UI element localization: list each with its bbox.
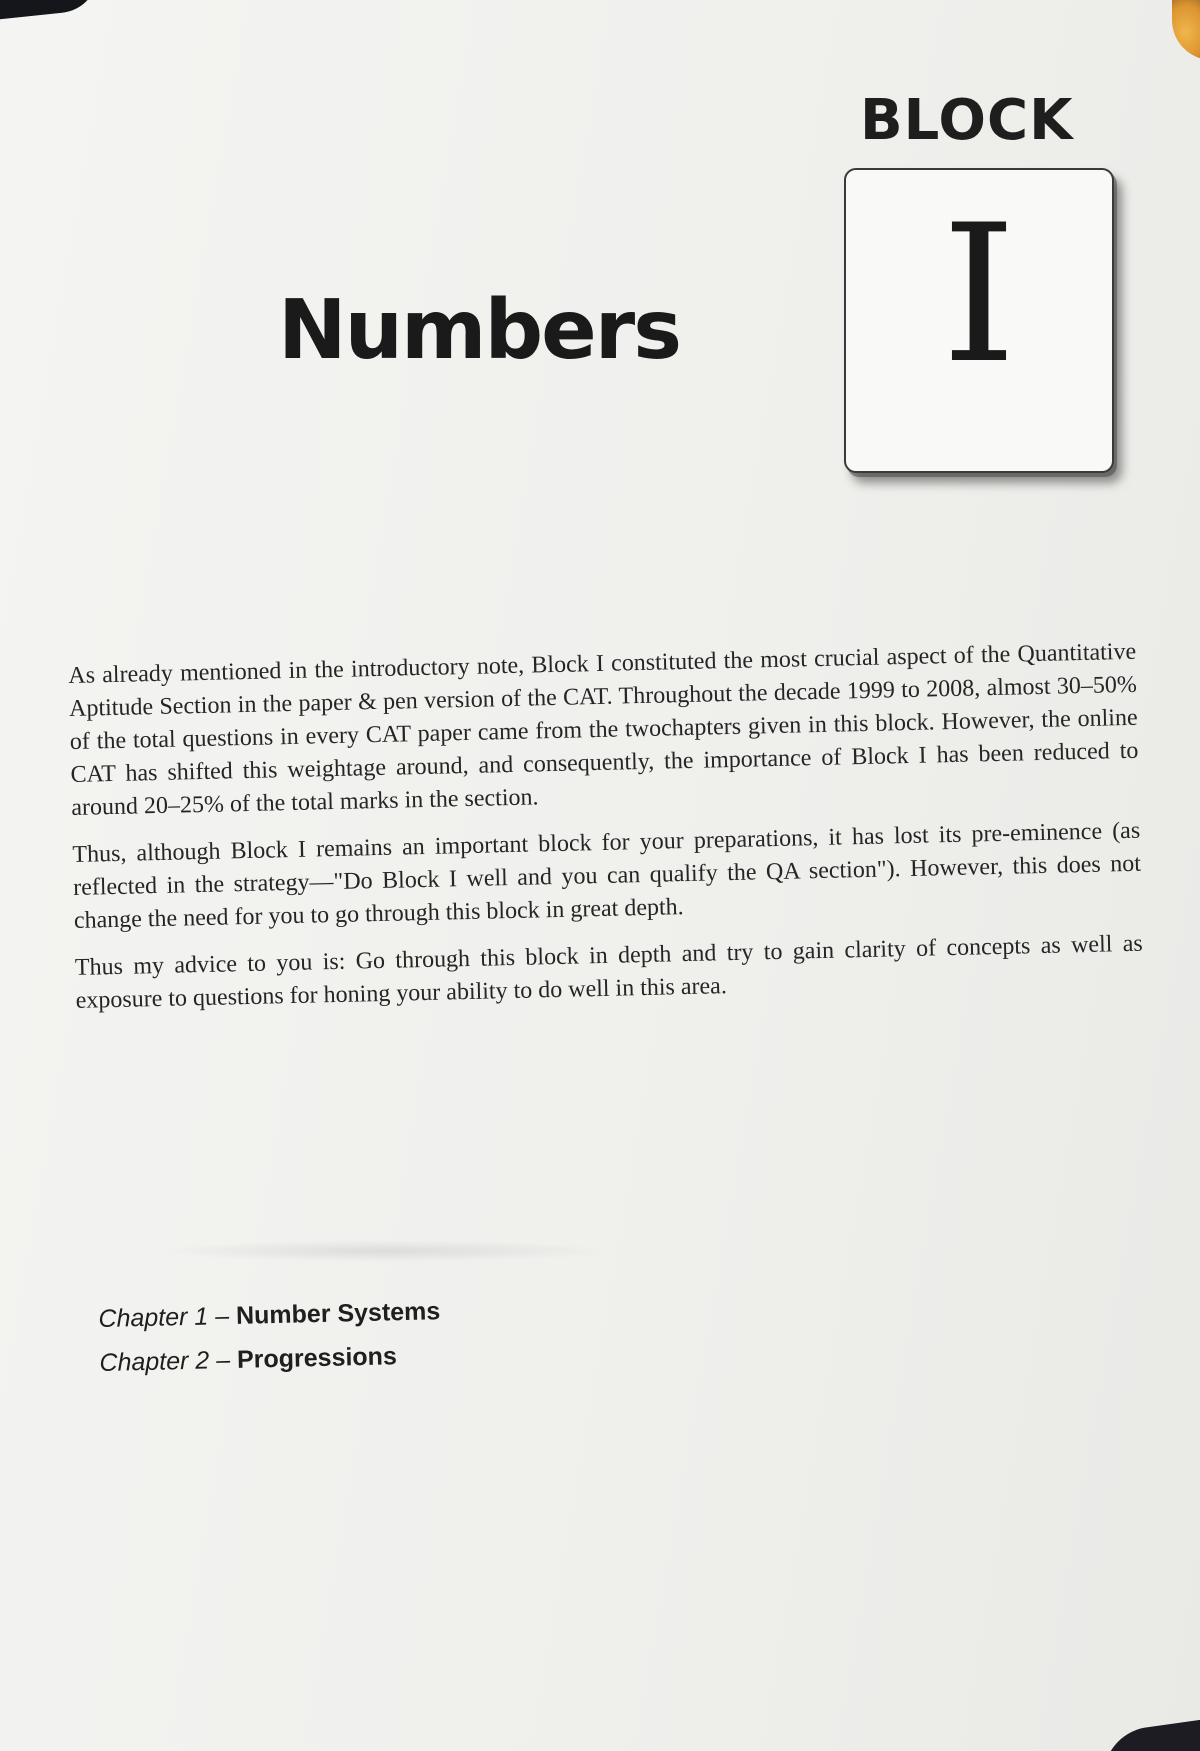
block-label: BLOCK	[860, 88, 1074, 153]
scan-edge-shadow-bottom	[1097, 1716, 1200, 1751]
intro-paragraph-1: As already mentioned in the introductory note, Block I constituted the most crucial aspect of the Quantitative Aptitude Section in the paper & pen version of the CAT. Throughout the decade 1999 to 2008, almost 30–50% of the total questions in every CAT paper came from the twochapters given in this block. However, the online CAT has shifted this weightage around, and consequently, the importance of Block I has been reduced to around 20–25% of the total marks in the section.	[68, 638, 1139, 821]
chapter-title: Progressions	[236, 1342, 398, 1374]
chapter-prefix: Chapter 1 –	[98, 1301, 237, 1333]
chapter-title: Number Systems	[235, 1297, 441, 1330]
block-number-box	[844, 168, 1114, 473]
scan-edge-shadow	[0, 0, 102, 23]
block-number: I	[941, 184, 1017, 405]
chapter-item-2	[99, 1333, 442, 1385]
intro-paragraph-2: Thus, although Block I remains an important block for your preparations, it has lost its pre-eminence (as reflected in the strategy—"Do Block I well and you can qualify the QA section"). However, this does not change the need for you to go through this block in great depth.	[72, 817, 1142, 934]
intro-text	[68, 636, 1144, 1032]
scan-smudge	[160, 1240, 610, 1262]
chapter-item-1	[98, 1289, 441, 1341]
scan-edge-finger	[1172, 0, 1200, 60]
intro-paragraph-3: Thus my advice to you is: Go through this block in depth and try to gain clarity of concepts as well as exposure to questions for honing your ability to do well in this area.	[74, 930, 1144, 1014]
chapter-prefix: Chapter 2 –	[99, 1345, 238, 1377]
page-title: Numbers	[278, 283, 681, 378]
chapter-list	[98, 1289, 442, 1385]
